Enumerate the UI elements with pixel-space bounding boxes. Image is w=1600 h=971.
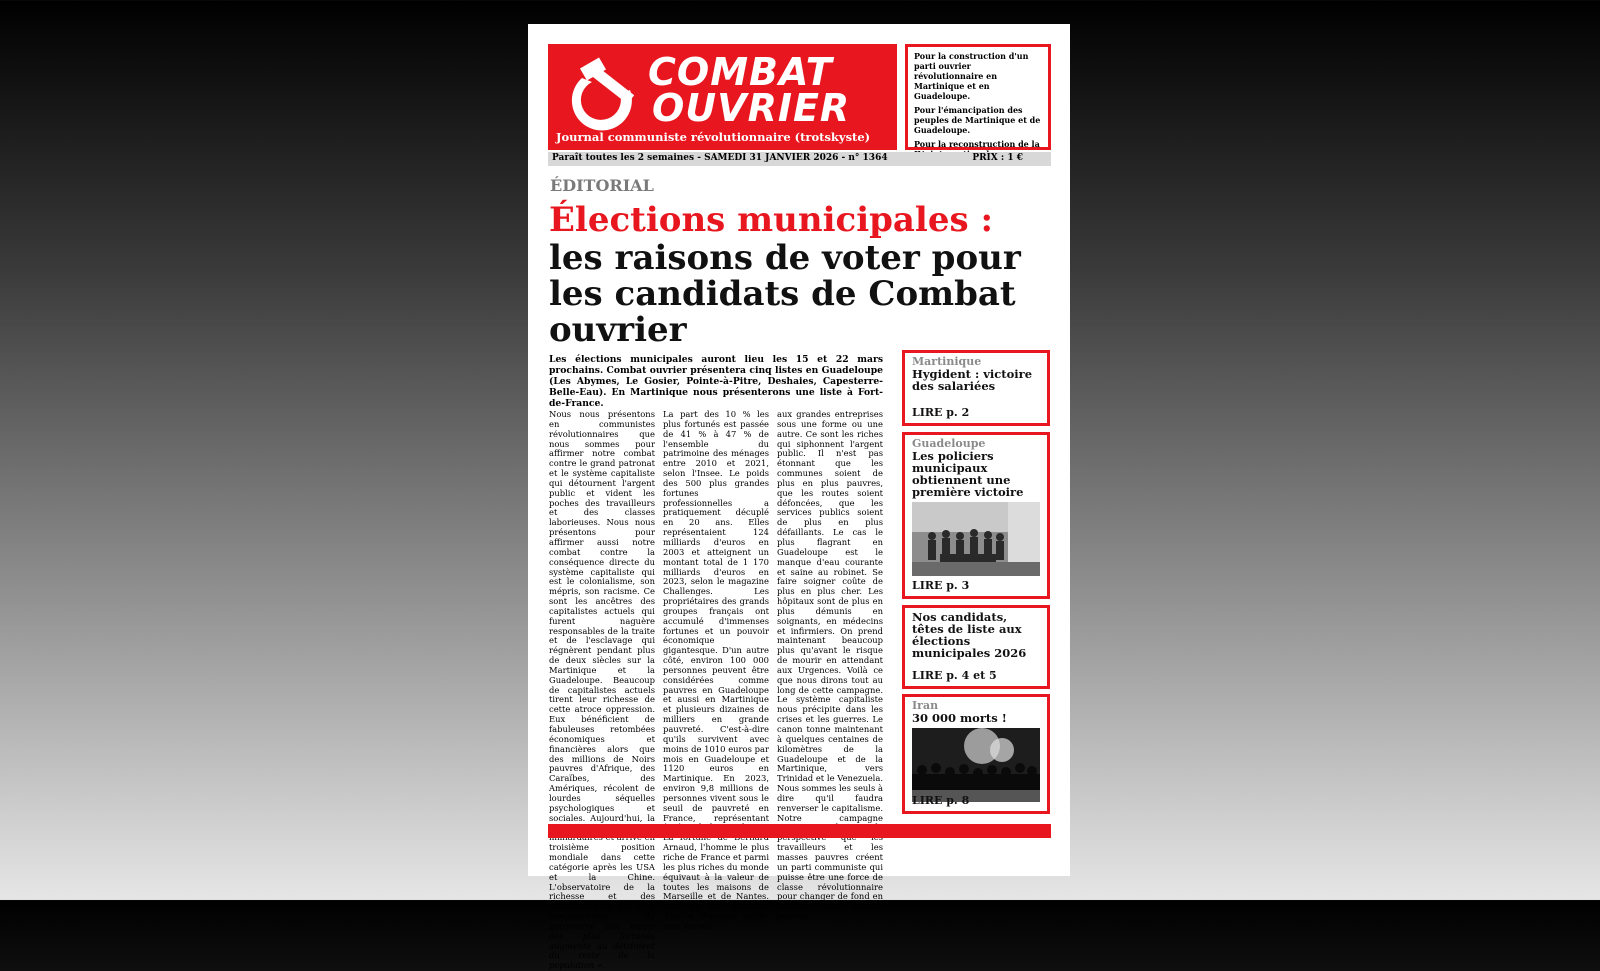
article-columns <box>549 409 883 971</box>
column-text: Nous nous présentons en communistes révolutionnaires que nous sommes pour affirmer notre combat contre le grand patronat et le système capitaliste qui détournent l'argent public et vident les poches des travailleurs et des classes laborieuses. Nous nous présentons pour affirmer aussi notre combat contre la conséquence directe du système capitaliste qui est le colonialisme, son mépris, son racisme. Ce sont les ancêtres des capitalistes actuels qui furent naguère responsables de la traite et de l'esclavage qui régnèrent pendant plus de deux siècles sur la Martinique et la Guadeloupe. Beaucoup de capitalistes actuels tirent leur richesse de cette atroce oppression. Eux bénéficient de fabuleuses retombées économiques et financières alors que des millions de Noirs pauvres d'Afrique, des Caraïbes, des Amériques, récolent de lourdes séquelles psychologiques et sociales. Aujourd'hui, la troisième position mondiale dans cette catégorie après les USA et la Chine. L'observatoire de la richesse et des inégalités note que <box>549 409 655 912</box>
teaser-read-link[interactable]: LIRE p. 8 <box>912 794 970 807</box>
masthead <box>548 44 897 150</box>
teaser-kicker: Iran <box>912 699 939 712</box>
teaser-martinique[interactable] <box>902 350 1050 426</box>
article-column-1 <box>549 409 656 971</box>
mission-box <box>905 44 1051 150</box>
group-photo-icon <box>912 502 1040 576</box>
masthead-tagline: Journal communiste révolutionnaire (trotskyste) <box>556 130 871 144</box>
article-column-2: La part des 10 % les plus fortunés est passée de 41 % à 47 % de l'ensemble du patrimoine des ménages entre 2010 et 2021, selon l'Insee. Le poids des 500 plus grandes fortunes professionnelles a pratiquement décuplé en 20 ans. Elles représentaient 124 milliards d'euros en 2003 et atteignent un montant total de 1 170 milliards d'euros en 2023, selon le magazine Challenges. Les propriétaires des grands groupes français ont accumulé d'immenses fortunes et un pouvoir économique gigantesque. D'un autre côté, environ 100 000 personnes peuvent être considérées comme pauvres en Guadeloupe et aussi en Martinique et plusieurs dizaines de milliers en grande pauvreté. C'est-à-dire qu'ils survivent avec moins de 1010 euros par mois en Guadeloupe et 1120 euros en Martinique. En 2023, environ 9,8 millions de personnes vivent sous le seuil de pauvreté en France, représentant Arnaud, l'homme le plus riche de France et parmi les plus riches du monde équivaut à la valeur de toutes les maisons de Marseille et de Nantes. Près de 200 milliards d'euros d'argent public sont versés <box>663 409 769 931</box>
masthead-title-line2: OUVRIER <box>652 86 851 130</box>
mission-item: Pour l'émancipation des peuples de Martinique et de Guadeloupe. <box>914 105 1041 135</box>
mission-item: Pour la construction d'un parti ouvrier révolutionnaire en Martinique et en Guadeloupe. <box>914 51 1029 101</box>
price: PRIX : 1 € <box>972 153 1023 163</box>
teaser-title: Les policiers municipaux obtiennent une première victoire <box>912 449 1024 499</box>
masthead-title-line1: COMBAT <box>648 50 833 94</box>
teaser-read-link[interactable]: LIRE p. 3 <box>912 579 970 592</box>
mission-item: Pour la reconstruction de la <box>914 139 1040 149</box>
teaser-read-link[interactable]: LIRE p. 4 et 5 <box>912 669 997 682</box>
teaser-title: Nos candidats, têtes de liste aux élections municipales 2026 <box>912 610 1027 660</box>
article-column-3: aux grandes entreprises sous une forme ou une autre. Ce sont les riches qui siphonnent l'argent public. Il n'est pas étonnant que les communes soient de plus en plus pauvres, que les routes soient défoncées, que les services publics soient de plus en plus défaillants. Le cas le plus flagrant en Guadeloupe est le manque d'eau courante et saine au robinet. Se faire soigner coûte de plus en plus cher. Les hôpitaux sont de plus en plus démunis en soignants, en médecins et infirmiers. On prend maintenant beaucoup plus qu'avant le risque de mourir en attendant aux Urgences. Voilà ce que nous dirons tout au long de cette campagne. Le système capitaliste nous précipite dans les crises et les guerres. Le canon tonne maintenant à quelques centaines de kilomètres de la Guadeloupe et de la Martinique, vers Trinidad et le Venezuela. Nous sommes les seuls à dire qu'il faudra renverser le capitalisme. Notre campagne travailleurs et les masses pauvres créent un parti communiste qui puisse être une force de classe révolutionnaire pour changer de fond en comble cette société pourrie. <box>777 409 883 922</box>
hammer-sickle-icon <box>560 50 650 140</box>
bottom-red-bar <box>548 824 1051 838</box>
teaser-kicker: Guadeloupe <box>912 437 986 450</box>
column-quote: « La concentration du patrimoine aux mains des plus fortunés augmente au détriment du reste de la population ». <box>549 901 656 971</box>
teaser-title: 30 000 morts ! <box>912 711 1007 725</box>
issue-info: Paraît toutes les 2 semaines - SAMEDI 31 JANVIER 2026 - n° 1364 <box>552 153 888 163</box>
headline-black: les raisons de voter pour les candidats de Combat ouvrier <box>549 238 1021 350</box>
dateline <box>548 152 1051 166</box>
newspaper-page <box>528 24 1070 971</box>
headline-red: Élections municipales : <box>549 200 993 240</box>
article-lede: Les élections municipales auront lieu les 15 et 22 mars prochains. Combat ouvrier présentera cinq listes en Guadeloupe (Les Abymes, Le Gosier, Pointe-à-Pitre, Deshaies, Capesterre-Belle-Eau). En Martinique nous présenterons une liste à Fort-de-France. <box>549 354 883 409</box>
teaser-guadeloupe[interactable] <box>902 432 1050 599</box>
crowd-fire-photo-icon <box>912 728 1040 802</box>
teaser-read-link[interactable]: LIRE p. 2 <box>912 406 970 419</box>
section-label: ÉDITORIAL <box>550 176 654 195</box>
teaser-title: Hygident : victoire des salariées <box>912 367 1033 393</box>
teaser-candidates[interactable] <box>902 605 1050 689</box>
teaser-iran[interactable] <box>902 694 1050 814</box>
teaser-kicker: Martinique <box>912 355 982 368</box>
